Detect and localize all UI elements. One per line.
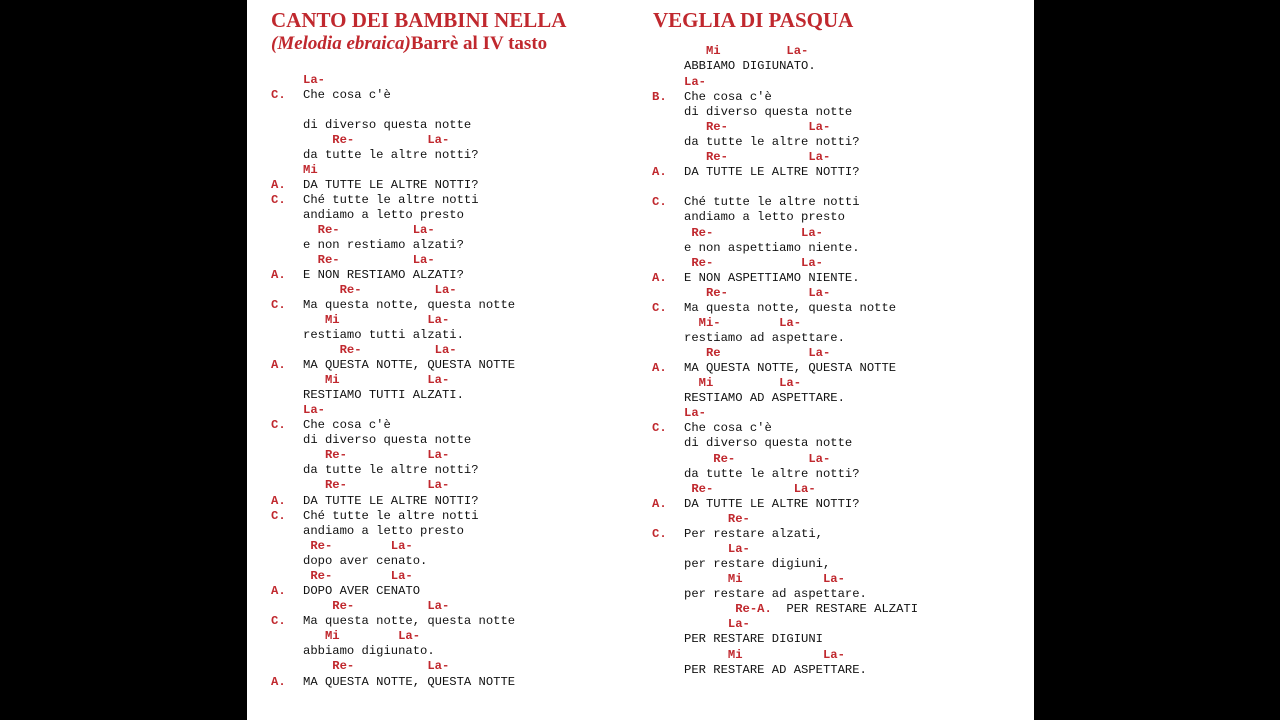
lyric-line: restiamo ad aspettare. bbox=[684, 331, 845, 345]
voice-label: C. bbox=[271, 193, 286, 207]
voice-label: A. bbox=[271, 178, 286, 192]
lyric-line: Che cosa c'è bbox=[684, 90, 772, 104]
chord-line: Re- La- bbox=[303, 659, 450, 673]
voice-label: C. bbox=[652, 195, 667, 209]
chord-line: Re- La- bbox=[303, 448, 450, 462]
songbook-page bbox=[247, 0, 1034, 720]
chord-line: Mi La- bbox=[303, 313, 450, 327]
voice-label: A. bbox=[652, 497, 667, 511]
voice-label: C. bbox=[271, 418, 286, 432]
right-song-title: VEGLIA DI PASQUA bbox=[653, 8, 854, 32]
lyric-line: da tutte le altre notti? bbox=[303, 463, 479, 477]
chord-line: Re- La- bbox=[303, 539, 413, 553]
lyric-line: Che cosa c'è bbox=[684, 421, 772, 435]
lyric-line: da tutte le altre notti? bbox=[303, 148, 479, 162]
lyric-line: MA QUESTA NOTTE, QUESTA NOTTE bbox=[303, 675, 516, 689]
inline-chord: Re-A. bbox=[684, 602, 772, 616]
voice-label: A. bbox=[271, 358, 286, 372]
voice-label: A. bbox=[271, 584, 286, 598]
voice-label: A. bbox=[271, 494, 286, 508]
lyric-line: Che cosa c'è bbox=[303, 418, 391, 432]
lyric-line: DA TUTTE LE ALTRE NOTTI? bbox=[684, 165, 860, 179]
chord-line: Mi bbox=[303, 163, 318, 177]
chord-line: La- bbox=[684, 75, 706, 89]
lyric-line: Ché tutte le altre notti bbox=[303, 509, 479, 523]
lyric-line: di diverso questa notte bbox=[303, 433, 472, 447]
lyric-line: Per restare alzati, bbox=[684, 527, 823, 541]
voice-label: C. bbox=[271, 509, 286, 523]
lyric-line: abbiamo digiunato. bbox=[303, 644, 435, 658]
voice-label: A. bbox=[652, 361, 667, 375]
voice-label: A. bbox=[271, 675, 286, 689]
lyric-line: MA QUESTA NOTTE, QUESTA NOTTE bbox=[684, 361, 897, 375]
chord-line: Re- La- bbox=[684, 256, 823, 270]
chord-lyric-line bbox=[684, 602, 918, 617]
lyric-line: Ché tutte le altre notti bbox=[303, 193, 479, 207]
chord-line: La- bbox=[303, 73, 325, 87]
lyric-line: Ma questa notte, questa notte bbox=[303, 298, 516, 312]
chord-line: Mi La- bbox=[684, 376, 802, 390]
chord-line: Mi- La- bbox=[684, 316, 802, 330]
chord-line: Re- La- bbox=[684, 226, 823, 240]
lyric-line: PER RESTARE DIGIUNI bbox=[684, 632, 823, 646]
lyric-line: restiamo tutti alzati. bbox=[303, 328, 464, 342]
chord-line: Re- La- bbox=[684, 482, 816, 496]
lyric-line: di diverso questa notte bbox=[684, 436, 853, 450]
voice-label: C. bbox=[271, 614, 286, 628]
lyric-line: Ma questa notte, questa notte bbox=[303, 614, 516, 628]
lyric-line: PER RESTARE AD ASPETTARE. bbox=[684, 663, 867, 677]
lyric-line: E NON ASPETTIAMO NIENTE. bbox=[684, 271, 860, 285]
lyric-line: e non restiamo alzati? bbox=[303, 238, 464, 252]
lyric-line: e non aspettiamo niente. bbox=[684, 241, 860, 255]
chord-line: Re- La- bbox=[303, 283, 457, 297]
lyric-line: andiamo a letto presto bbox=[684, 210, 845, 224]
chord-line: Re- La- bbox=[684, 286, 831, 300]
voice-label: C. bbox=[652, 421, 667, 435]
chord-line: La- bbox=[684, 406, 706, 420]
lyric-line: MA QUESTA NOTTE, QUESTA NOTTE bbox=[303, 358, 516, 372]
chord-line: Re- La- bbox=[303, 343, 457, 357]
chord-line: Re- La- bbox=[303, 133, 450, 147]
chord-line: La- bbox=[303, 403, 325, 417]
voice-label: C. bbox=[652, 527, 667, 541]
lyric-line: E NON RESTIAMO ALZATI? bbox=[303, 268, 464, 282]
lyric-line: andiamo a letto presto bbox=[303, 524, 464, 538]
chord-line: Re- La- bbox=[684, 120, 831, 134]
voice-label: C. bbox=[652, 301, 667, 315]
left-song-subtitle bbox=[271, 33, 547, 55]
voice-label: A. bbox=[652, 165, 667, 179]
lyric-line: per restare ad aspettare. bbox=[684, 587, 867, 601]
chord-line: Mi La- bbox=[684, 44, 809, 58]
lyric-line: da tutte le altre notti? bbox=[684, 467, 860, 481]
chord-line: Mi La- bbox=[303, 373, 450, 387]
chord-line: La- bbox=[684, 617, 750, 631]
lyric-line: di diverso questa notte bbox=[684, 105, 853, 119]
lyric-line: DA TUTTE LE ALTRE NOTTI? bbox=[303, 494, 479, 508]
lyric-line: ABBIAMO DIGIUNATO. bbox=[684, 59, 816, 73]
chord-line: Re- bbox=[684, 512, 750, 526]
lyric-line: Ma questa notte, questa notte bbox=[684, 301, 897, 315]
chord-line: Re- La- bbox=[303, 223, 435, 237]
voice-label: A. bbox=[271, 268, 286, 282]
voice-label: A. bbox=[652, 271, 667, 285]
chord-line: Re- La- bbox=[684, 150, 831, 164]
lyric-line: di diverso questa notte bbox=[303, 118, 472, 132]
lyric-line: DA TUTTE LE ALTRE NOTTI? bbox=[303, 178, 479, 192]
chord-line: Re- La- bbox=[303, 253, 435, 267]
chord-line: Re- La- bbox=[684, 452, 831, 466]
left-song-subtitle-melody: (Melodia ebraica) bbox=[271, 33, 411, 54]
voice-label: B. bbox=[652, 90, 667, 104]
lyric-line: da tutte le altre notti? bbox=[684, 135, 860, 149]
chord-line: Re- La- bbox=[303, 478, 450, 492]
lyric-line: DA TUTTE LE ALTRE NOTTI? bbox=[684, 497, 860, 511]
lyric-line: RESTIAMO AD ASPETTARE. bbox=[684, 391, 845, 405]
chord-line: Mi La- bbox=[684, 572, 845, 586]
chord-line: Re La- bbox=[684, 346, 831, 360]
lyric-line: per restare digiuni, bbox=[684, 557, 831, 571]
lyric-line: Ché tutte le altre notti bbox=[684, 195, 860, 209]
chord-line: La- bbox=[684, 542, 750, 556]
lyric-line: dopo aver cenato. bbox=[303, 554, 428, 568]
lyric-line: DOPO AVER CENATO bbox=[303, 584, 421, 598]
lyric-line: Che cosa c'è bbox=[303, 88, 391, 102]
left-song-subtitle-capo: Barrè al IV tasto bbox=[410, 33, 548, 54]
chord-line: Re- La- bbox=[303, 569, 413, 583]
left-song-title: CANTO DEI BAMBINI NELLA bbox=[271, 8, 567, 32]
lyric-line: andiamo a letto presto bbox=[303, 208, 464, 222]
lyric-line: RESTIAMO TUTTI ALZATI. bbox=[303, 388, 464, 402]
voice-label: C. bbox=[271, 298, 286, 312]
chord-line: Re- La- bbox=[303, 599, 450, 613]
voice-label: C. bbox=[271, 88, 286, 102]
chord-line: Mi La- bbox=[684, 648, 845, 662]
inline-lyric: PER RESTARE ALZATI bbox=[771, 602, 919, 616]
chord-line: Mi La- bbox=[303, 629, 421, 643]
